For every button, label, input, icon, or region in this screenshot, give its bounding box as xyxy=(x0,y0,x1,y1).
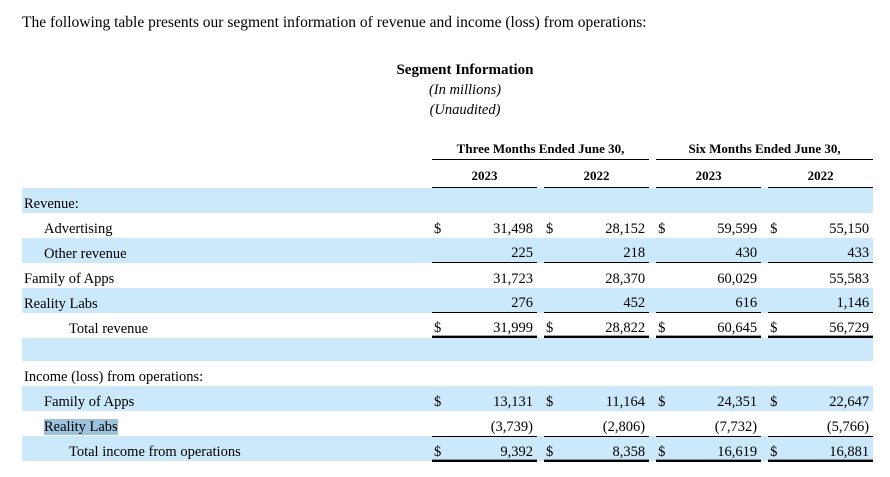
column-gap xyxy=(649,288,656,313)
empty-cell xyxy=(790,188,873,213)
empty-cell xyxy=(432,188,454,213)
column-gap xyxy=(761,313,768,338)
currency-symbol-cell: $ xyxy=(656,313,678,338)
table-cell-value: (7,732) xyxy=(678,411,761,436)
column-gap xyxy=(537,411,544,436)
empty-cell xyxy=(656,188,678,213)
table-cell-value: 60,645 xyxy=(678,313,761,338)
table-section-heading-row xyxy=(22,188,873,213)
segment-information-table xyxy=(22,137,873,462)
table-cell-value: (3,739) xyxy=(454,411,537,436)
table-row xyxy=(22,263,873,288)
column-gap xyxy=(537,160,544,188)
currency-symbol-cell: $ xyxy=(544,313,566,338)
empty-cell xyxy=(678,338,761,362)
empty-cell xyxy=(649,188,656,213)
column-year-header-1: 2023 xyxy=(432,160,537,188)
table-cell-value: 16,881 xyxy=(790,436,873,461)
table-row xyxy=(22,386,873,411)
column-gap xyxy=(761,238,768,263)
table-row xyxy=(22,436,873,461)
column-gap xyxy=(761,386,768,411)
table-cell-value: 225 xyxy=(454,238,537,263)
column-gap xyxy=(537,213,544,238)
selected-text: Reality Labs xyxy=(44,419,118,435)
currency-symbol-cell: $ xyxy=(546,394,554,410)
currency-symbol-cell: $ xyxy=(768,313,790,338)
table-row xyxy=(22,213,873,238)
column-gap xyxy=(649,436,656,461)
currency-symbol-cell xyxy=(656,263,678,288)
currency-symbol-cell xyxy=(768,288,790,313)
table-cell-value: 433 xyxy=(790,238,873,263)
table-cell-value: 28,822 xyxy=(566,313,649,338)
empty-cell xyxy=(649,338,656,362)
currency-symbol-cell xyxy=(432,238,454,263)
table-audit-note: (Unaudited) xyxy=(429,102,501,118)
header-spacer xyxy=(22,160,432,188)
column-year-header-2: 2022 xyxy=(544,160,649,188)
empty-cell xyxy=(566,338,649,362)
empty-cell xyxy=(537,188,544,213)
table-spacer-row xyxy=(22,338,873,362)
empty-cell xyxy=(544,188,566,213)
column-gap xyxy=(537,263,544,288)
table-cell-value: 24,351 xyxy=(717,394,758,410)
empty-cell xyxy=(656,338,678,362)
table-cell-value: 31,999 xyxy=(454,313,537,338)
empty-cell xyxy=(678,188,761,213)
table-cell-value: 28,370 xyxy=(605,270,646,287)
empty-cell xyxy=(537,361,544,386)
table-units-note: (In millions) xyxy=(428,82,502,98)
table-cell-value: 16,619 xyxy=(678,436,761,461)
table-cell-value: 55,583 xyxy=(829,270,870,287)
column-gap xyxy=(537,238,544,263)
currency-symbol-cell: $ xyxy=(434,220,442,237)
currency-symbol-cell: $ xyxy=(546,220,554,237)
empty-cell xyxy=(761,361,768,386)
table-cell-value: (2,806) xyxy=(566,411,649,436)
empty-cell xyxy=(537,338,544,362)
currency-symbol-cell xyxy=(432,263,454,288)
currency-symbol-cell: $ xyxy=(658,220,666,237)
table-cell-value: 218 xyxy=(566,238,649,263)
empty-cell xyxy=(790,338,873,362)
table-row xyxy=(22,288,873,313)
currency-symbol-cell xyxy=(656,411,678,436)
column-gap xyxy=(649,411,656,436)
empty-cell xyxy=(544,361,566,386)
table-cell-value: 616 xyxy=(678,288,761,313)
currency-symbol-cell: $ xyxy=(432,313,454,338)
column-gap xyxy=(761,263,768,288)
table-cell-value: 1,146 xyxy=(790,288,873,313)
empty-cell xyxy=(790,361,873,386)
column-year-header-3: 2023 xyxy=(656,160,761,188)
group-gap xyxy=(649,137,656,160)
row-label: Family of Apps xyxy=(44,394,135,410)
table-row xyxy=(22,313,873,338)
table-cell-value: 31,498 xyxy=(493,220,533,237)
column-gap xyxy=(649,313,656,338)
table-cell-value: 22,647 xyxy=(829,394,870,410)
currency-symbol-cell: $ xyxy=(544,436,566,461)
empty-cell xyxy=(768,188,790,213)
currency-symbol-cell xyxy=(656,238,678,263)
currency-symbol-cell: $ xyxy=(434,394,442,410)
column-gap xyxy=(537,313,544,338)
intro-paragraph: The following table presents our segment information of revenue and income (loss) from operations: xyxy=(22,14,647,31)
row-label: Total income from operations xyxy=(69,444,241,460)
column-gap xyxy=(761,411,768,436)
currency-symbol-cell xyxy=(768,263,790,288)
table-cell-value: 28,152 xyxy=(605,220,646,237)
column-gap xyxy=(649,238,656,263)
currency-symbol-cell xyxy=(656,288,678,313)
table-cell-value: (5,766) xyxy=(790,411,873,436)
table-cell-value: 276 xyxy=(454,288,537,313)
empty-cell xyxy=(454,188,537,213)
column-year-header-4: 2022 xyxy=(768,160,873,188)
table-cell-value: 13,131 xyxy=(493,394,533,410)
column-gap xyxy=(649,386,656,411)
table-section-heading-row xyxy=(22,361,873,386)
section-heading-label: Income (loss) from operations: xyxy=(24,369,204,385)
empty-cell xyxy=(544,338,566,362)
empty-cell xyxy=(432,361,454,386)
empty-cell xyxy=(566,188,649,213)
column-gap xyxy=(537,386,544,411)
column-gap xyxy=(761,160,768,188)
table-title-block xyxy=(298,60,632,120)
table-cell-value: 59,599 xyxy=(717,220,758,237)
currency-symbol-cell xyxy=(432,411,454,436)
header-spacer xyxy=(22,137,432,160)
table-cell-value: 31,723 xyxy=(493,270,533,287)
empty-cell xyxy=(656,361,678,386)
column-gap xyxy=(649,213,656,238)
currency-symbol-cell xyxy=(544,263,566,288)
row-label xyxy=(22,411,432,436)
row-label: Total revenue xyxy=(69,320,149,337)
table-cell-value: 60,029 xyxy=(717,270,758,287)
currency-symbol-cell xyxy=(432,288,454,313)
currency-symbol-cell: $ xyxy=(432,436,454,461)
empty-cell xyxy=(768,338,790,362)
table-cell-value: 11,164 xyxy=(605,394,646,410)
empty-cell xyxy=(454,338,537,362)
table-cell-value: 8,358 xyxy=(566,436,649,461)
currency-symbol-cell: $ xyxy=(770,220,778,237)
row-label: Family of Apps xyxy=(24,270,115,287)
row-label: Other revenue xyxy=(44,245,127,262)
table-cell-value: 9,392 xyxy=(454,436,537,461)
table-title: Segment Information xyxy=(396,62,534,78)
empty-cell xyxy=(649,361,656,386)
table-row xyxy=(22,411,873,436)
currency-symbol-cell: $ xyxy=(656,436,678,461)
column-gap xyxy=(649,263,656,288)
table-cell-value: 430 xyxy=(678,238,761,263)
table-row xyxy=(22,238,873,263)
currency-symbol-cell xyxy=(544,411,566,436)
row-label: Advertising xyxy=(44,220,113,237)
empty-cell xyxy=(761,188,768,213)
column-gap xyxy=(537,288,544,313)
column-gap xyxy=(761,213,768,238)
empty-cell xyxy=(22,338,432,362)
currency-symbol-cell xyxy=(544,238,566,263)
row-label: Reality Labs xyxy=(24,295,98,312)
currency-symbol-cell: $ xyxy=(768,436,790,461)
table-cell-value: 55,150 xyxy=(829,220,870,237)
column-group-header-1: Three Months Ended June 30, xyxy=(432,137,649,160)
empty-cell xyxy=(454,361,537,386)
empty-cell xyxy=(432,338,454,362)
table-cell-value: 56,729 xyxy=(790,313,873,338)
empty-cell xyxy=(768,361,790,386)
table-header-group-row xyxy=(22,137,873,160)
currency-symbol-cell xyxy=(768,238,790,263)
column-gap xyxy=(537,436,544,461)
currency-symbol-cell xyxy=(768,411,790,436)
currency-symbol-cell: $ xyxy=(658,394,666,410)
table-header-year-row xyxy=(22,160,873,188)
empty-cell xyxy=(761,338,768,362)
column-gap xyxy=(761,436,768,461)
column-gap xyxy=(761,288,768,313)
currency-symbol-cell: $ xyxy=(770,394,778,410)
section-heading-label: Revenue: xyxy=(24,195,79,212)
currency-symbol-cell xyxy=(544,288,566,313)
column-group-header-2: Six Months Ended June 30, xyxy=(656,137,873,160)
empty-cell xyxy=(566,361,649,386)
table-cell-value: 452 xyxy=(566,288,649,313)
column-gap xyxy=(649,160,656,188)
empty-cell xyxy=(678,361,761,386)
